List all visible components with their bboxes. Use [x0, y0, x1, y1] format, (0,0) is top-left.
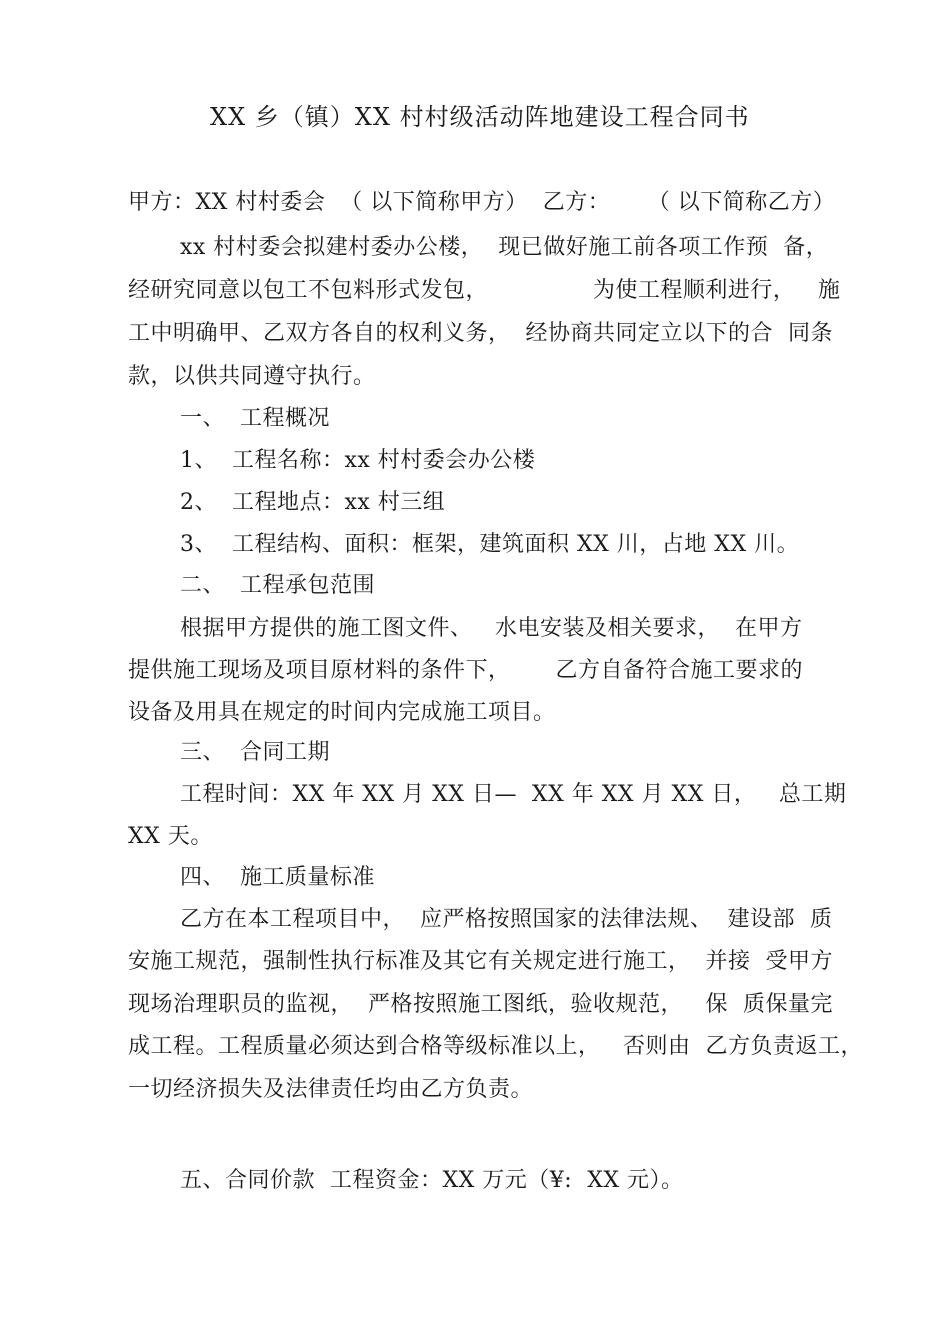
paragraph-line: 经研究同意以包工不包料形式发包， 为使工程顺利进行， 施 — [128, 278, 841, 303]
paragraph-line: 乙方在本工程项目中， 应严格按照国家的法律法规、 建设部 质 — [180, 907, 833, 932]
section-heading: 一、 工程概况 — [180, 406, 330, 431]
list-item: 1、 工程名称：xx 村村委会办公楼 — [180, 448, 536, 473]
paragraph-line: 设备及用具在规定的时间内完成施工项目。 — [128, 700, 556, 725]
party-line: 甲方：XX 村村委会 （ 以下简称甲方） 乙方： （ 以下简称乙方） — [128, 190, 836, 215]
paragraph-line: xx 村村委会拟建村委办公楼， 现已做好施工前各项工作预 备， — [180, 235, 829, 260]
paragraph-line: 安施工规范，强制性执行标准及其它有关规定进行施工， 并接 受甲方 — [128, 949, 833, 974]
list-item: 3、 工程结构、面积：框架，建筑面积 XX 川，占地 XX 川。 — [180, 532, 800, 557]
paragraph-line: 款，以供共同遵守执行。 — [128, 364, 376, 389]
section-heading: 二、 工程承包范围 — [180, 573, 375, 598]
paragraph-line: 工程时间：XX 年 XX 月 XX 日— XX 年 XX 月 XX 日， 总工期 — [180, 782, 847, 807]
paragraph-line: 工中明确甲、乙双方各自的权利义务， 经协商共同定立以下的合 同条 — [128, 321, 833, 346]
section-heading: 五、合同价款 工程资金：XX 万元（¥: XX 元）。 — [180, 1168, 684, 1193]
section-heading: 三、 合同工期 — [180, 740, 330, 765]
paragraph-line: 提供施工现场及项目原材料的条件下， 乙方自备符合施工要求的 — [128, 658, 803, 683]
paragraph-line: 现场治理职员的监视， 严格按照施工图纸，验收规范， 保 质保量完 — [128, 992, 833, 1017]
paragraph-line: 成工程。工程质量必须达到合格等级标准以上， 否则由 乙方负责返工， — [128, 1034, 863, 1059]
list-item: 2、 工程地点：xx 村三组 — [180, 490, 446, 515]
paragraph-line: XX 天。 — [128, 824, 213, 849]
document-title: XX 乡（镇）XX 村村级活动阵地建设工程合同书 — [210, 103, 750, 131]
paragraph-line: 根据甲方提供的施工图文件、 水电安装及相关要求， 在甲方 — [180, 616, 803, 641]
section-heading: 四、 施工质量标准 — [180, 865, 375, 890]
paragraph-line: 一切经济损失及法律责任均由乙方负责。 — [128, 1077, 534, 1102]
